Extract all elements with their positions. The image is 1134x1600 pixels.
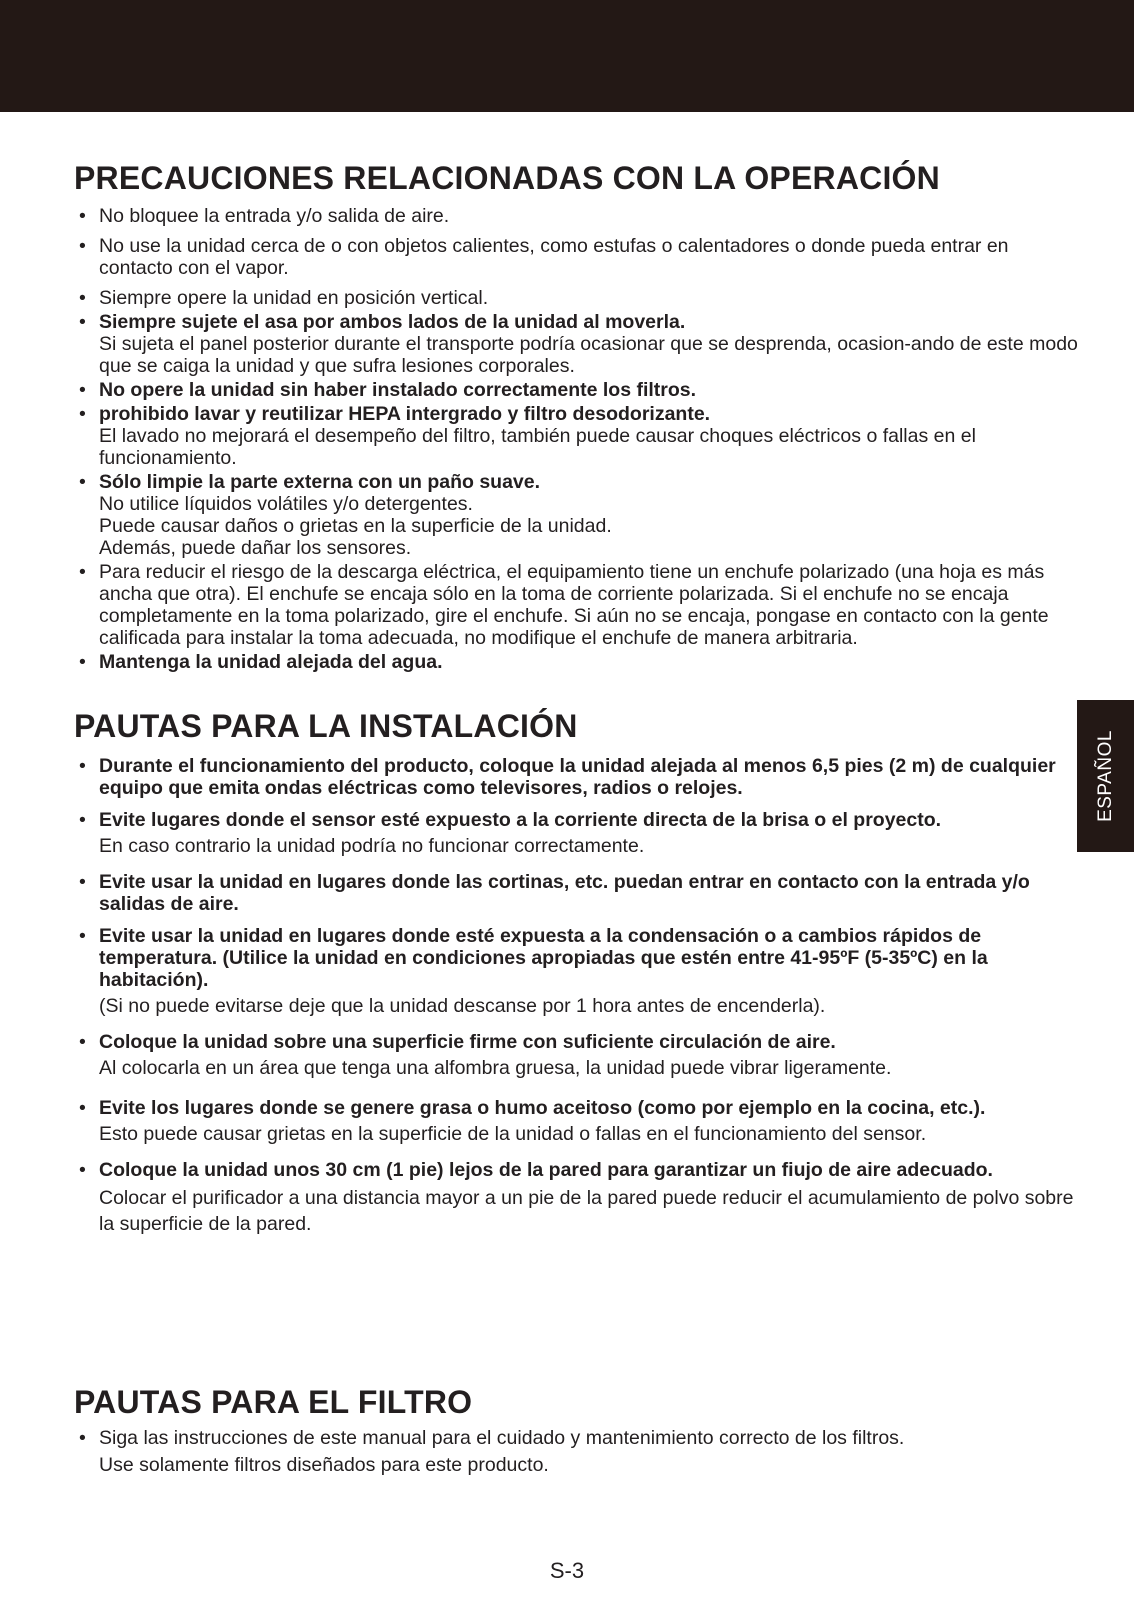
item-heading: • Coloque la unidad sobre una superficie firme con suficiente circulación de aire. [99,1030,836,1053]
item-text: En caso contrario la unidad podría no funcionar correctamente. [99,834,645,857]
item-text: El lavado no mejorará el desempeño del filtro, también puede causar choques eléctricos o fallas en el funcionamiento. [99,424,976,469]
item-heading: • Evite usar la unidad en lugares donde las cortinas, etc. puedan entrar en contacto con la entrada y/o salidas de aire. [99,870,1030,915]
list-item [74,871,1084,915]
list-item [74,1159,1084,1237]
item-heading: • prohibido lavar y reutilizar HEPA intergrado y filtro desodorizante. [99,402,711,425]
list-item [74,403,1084,469]
item-text: No utilice líquidos volátiles y/o detergentes. [99,492,473,515]
language-tab [1077,700,1134,852]
section-operation-precautions [74,160,1084,673]
section-title: PAUTAS PARA EL FILTRO [74,1384,473,1420]
list-item [74,235,1084,279]
list-item [74,1425,1084,1479]
list-item [74,755,1084,799]
item-text: Además, puede dañar los sensores. [99,536,412,559]
item-heading: • Mantenga la unidad alejada del agua. [99,650,443,673]
header-band [0,0,1134,112]
item-heading: • Coloque la unidad unos 30 cm (1 pie) lejos de la pared para garantizar un fiujo de aire adecuado. [99,1158,993,1181]
section-filter-guidelines [74,1384,1084,1479]
bullet-list [74,1425,1084,1479]
item-heading: • Sólo limpie la parte externa con un paño suave. [99,470,541,493]
section-title: PRECAUCIONES RELACIONADAS CON LA OPERACIÓN [74,160,940,196]
item-heading: • Siempre sujete el asa por ambos lados de la unidad al moverla. [99,310,686,333]
item-text: Si sujeta el panel posterior durante el transporte podría ocasionar que se desprenda, ocasion-ando de este modo que se caiga la unidad y que sufra lesiones corporales. [99,332,1078,377]
page-number: S-3 [549,1558,585,1583]
list-item [74,561,1084,649]
list-item [74,809,1084,857]
list-item [74,379,1084,401]
bullet-list [74,755,1084,1237]
item-heading: • Evite los lugares donde se genere grasa o humo aceitoso (como por ejemplo en la cocina, etc.). [99,1096,986,1119]
item-heading: • Durante el funcionamiento del producto, coloque la unidad alejada al menos 6,5 pies (2 m) de cualquier equipo que emita ondas eléctricas como televisores, radios o relojes. [99,754,1056,799]
list-item [74,1097,1084,1145]
item-text: • No bloquee la entrada y/o salida de aire. [99,204,450,227]
list-item [74,651,1084,673]
item-text: Puede causar daños o grietas en la superficie de la unidad. [99,514,612,537]
list-item [74,471,1084,559]
item-heading: • Evite lugares donde el sensor esté expuesto a la corriente directa de la brisa o el proyecto. [99,808,942,831]
item-text: • Para reducir el riesgo de la descarga eléctrica, el equipamiento tiene un enchufe polarizado (una hoja es más ancha que otra). El enchufe se encaja sólo en la toma de corriente polarizada. Si el enchufe no se encaja completamente en la toma polarizado, gire el enchufe. Si aún no se encaja, pongase en contacto con la gente calificada para instalar la toma adecuada, no modifique el enchufe de manera arbitraria. [99,560,1049,649]
section-installation-guidelines [74,708,1084,1237]
list-item [74,205,1084,227]
bullet-list [74,205,1084,673]
item-text: • No use la unidad cerca de o con objetos calientes, como estufas o calentadores o donde pueda entrar en contacto con el vapor. [99,234,1009,279]
item-text: Colocar el purificador a una distancia mayor a un pie de la pared puede reducir el acumulamiento de polvo sobre la superficie de la pared. [99,1186,1074,1235]
item-heading: • No opere la unidad sin haber instalado correctamente los filtros. [99,378,697,401]
item-text: Esto puede causar grietas en la superficie de la unidad o fallas en el funcionamiento del sensor. [99,1122,927,1145]
language-tab-label: ESPAÑOL [1094,730,1116,822]
item-text: Al colocarla en un área que tenga una alfombra gruesa, la unidad puede vibrar ligeramente. [99,1056,892,1079]
list-item [74,1031,1084,1079]
item-text: • Siempre opere la unidad en posición vertical. [99,286,489,309]
list-item [74,287,1084,309]
item-text: • Siga las instrucciones de este manual para el cuidado y mantenimiento correcto de los filtros. [99,1426,905,1449]
item-text: Use solamente filtros diseñados para este producto. [99,1453,549,1476]
list-item [74,925,1084,1017]
list-item [74,311,1084,377]
item-heading: • Evite usar la unidad en lugares donde esté expuesta a la condensación o a cambios rápidos de temperatura. (Utilice la unidad en condiciones apropiadas que estén entre 41-95ºF (5-35ºC) en la habitación). [99,924,988,991]
item-text: (Si no puede evitarse deje que la unidad descanse por 1 hora antes de encenderla). [99,994,826,1017]
section-title: PAUTAS PARA LA INSTALACIÓN [74,708,578,744]
